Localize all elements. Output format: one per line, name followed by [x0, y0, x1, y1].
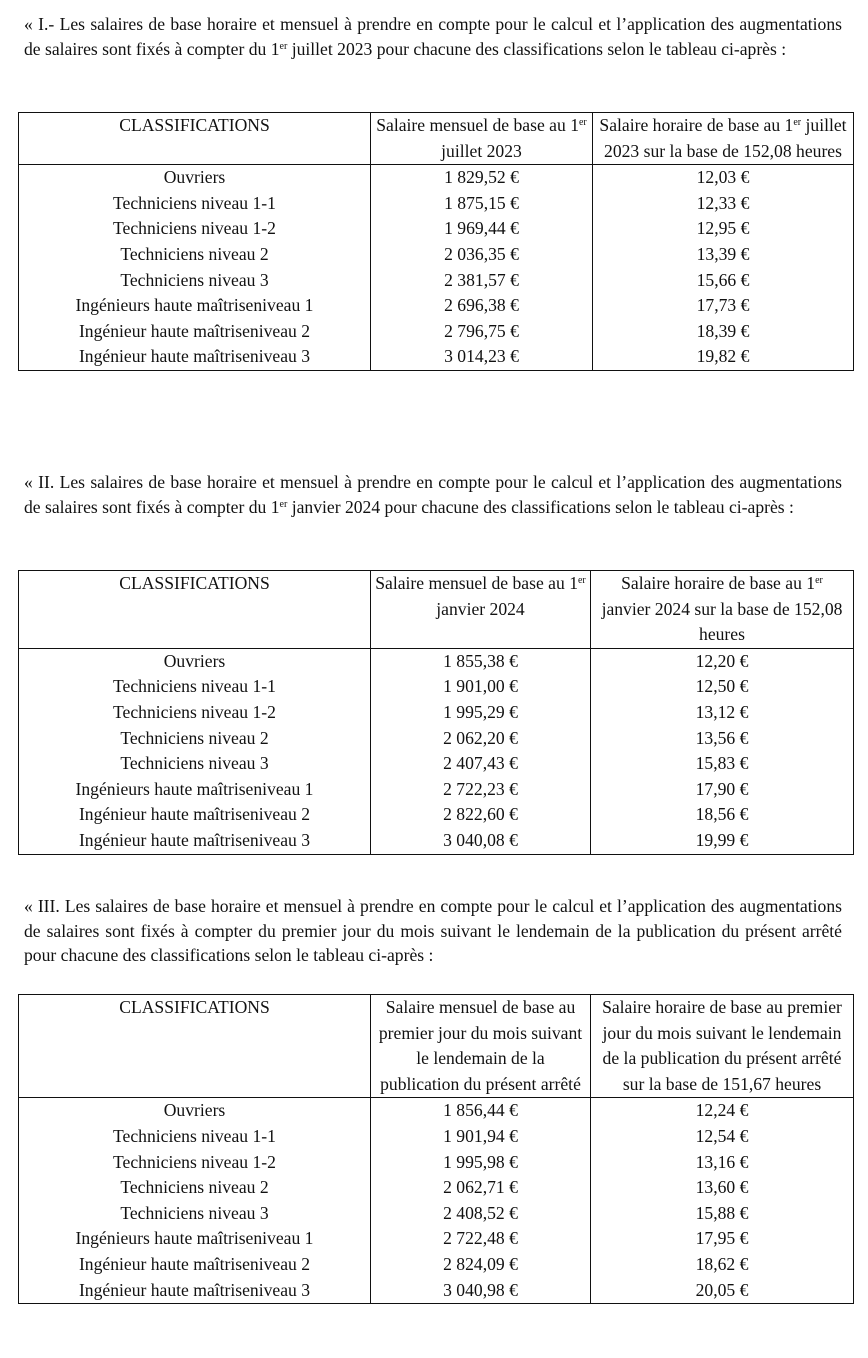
table-row: [19, 1201, 854, 1227]
monthly-salary-cell: 1 995,29 €: [371, 700, 591, 726]
table-row: [19, 1175, 854, 1201]
table-row: [19, 802, 854, 828]
monthly-salary-cell: 2 407,43 €: [371, 751, 591, 777]
hourly-salary-cell: 17,90 €: [591, 777, 854, 803]
table-row: [19, 726, 854, 752]
classification-cell: Techniciens niveau 2: [19, 726, 371, 752]
salary-table-2: [18, 570, 854, 855]
hourly-salary-cell: 12,95 €: [593, 216, 854, 242]
hourly-salary-cell: 12,50 €: [591, 674, 854, 700]
classification-cell: Ingénieurs haute maîtriseniveau 1: [19, 1226, 371, 1252]
table-row: [19, 777, 854, 803]
hourly-salary-cell: 18,56 €: [591, 802, 854, 828]
monthly-salary-cell: 2 824,09 €: [371, 1252, 591, 1278]
table-row: [19, 216, 854, 242]
table-header-row: [19, 571, 854, 649]
classification-cell: Techniciens niveau 2: [19, 242, 371, 268]
hourly-salary-cell: 12,03 €: [593, 165, 854, 191]
salary-table-3: [18, 994, 854, 1304]
classification-cell: Techniciens niveau 1-1: [19, 674, 371, 700]
table-row: [19, 1124, 854, 1150]
col-header-classifications: CLASSIFICATIONS: [19, 995, 371, 1098]
monthly-salary-cell: 2 381,57 €: [371, 268, 593, 294]
table-row: [19, 828, 854, 854]
monthly-salary-cell: 2 722,48 €: [371, 1226, 591, 1252]
hourly-salary-cell: 13,56 €: [591, 726, 854, 752]
table-row: [19, 191, 854, 217]
hourly-salary-cell: 15,66 €: [593, 268, 854, 294]
table-row: [19, 751, 854, 777]
hourly-salary-cell: 15,83 €: [591, 751, 854, 777]
table-row: [19, 1226, 854, 1252]
classification-cell: Techniciens niveau 3: [19, 268, 371, 294]
table-row: [19, 344, 854, 370]
classification-cell: Techniciens niveau 1-1: [19, 1124, 371, 1150]
classification-cell: Ingénieurs haute maîtriseniveau 1: [19, 293, 371, 319]
classification-cell: Ingénieur haute maîtriseniveau 3: [19, 828, 371, 854]
table-row: [19, 165, 854, 191]
monthly-salary-cell: 2 062,71 €: [371, 1175, 591, 1201]
table-row: [19, 1278, 854, 1304]
hourly-salary-cell: 17,73 €: [593, 293, 854, 319]
classification-cell: Techniciens niveau 1-2: [19, 700, 371, 726]
table-row: [19, 268, 854, 294]
table-row: [19, 674, 854, 700]
table-row: [19, 319, 854, 345]
table-row: [19, 1150, 854, 1176]
hourly-salary-cell: 13,12 €: [591, 700, 854, 726]
hourly-salary-cell: 19,82 €: [593, 344, 854, 370]
col-header-hourly: Salaire horaire de base au 1er janvier 2024 sur la base de 152,08 heures: [591, 571, 854, 649]
hourly-salary-cell: 13,16 €: [591, 1150, 854, 1176]
col-header-monthly: Salaire mensuel de base au premier jour du mois suivant le lendemain de la publication du présent arrêté: [371, 995, 591, 1098]
classification-cell: Ouvriers: [19, 1098, 371, 1124]
table-row: [19, 1098, 854, 1124]
table-header-row: [19, 113, 854, 165]
monthly-salary-cell: 1 901,94 €: [371, 1124, 591, 1150]
monthly-salary-cell: 1 995,98 €: [371, 1150, 591, 1176]
table-row: [19, 242, 854, 268]
monthly-salary-cell: 1 829,52 €: [371, 165, 593, 191]
table-row: [19, 700, 854, 726]
table-row: [19, 1252, 854, 1278]
classification-cell: Ingénieur haute maîtriseniveau 2: [19, 1252, 371, 1278]
classification-cell: Ingénieur haute maîtriseniveau 2: [19, 802, 371, 828]
hourly-salary-cell: 12,33 €: [593, 191, 854, 217]
hourly-salary-cell: 12,20 €: [591, 648, 854, 674]
monthly-salary-cell: 2 062,20 €: [371, 726, 591, 752]
hourly-salary-cell: 15,88 €: [591, 1201, 854, 1227]
monthly-salary-cell: 3 040,08 €: [371, 828, 591, 854]
section-1-intro: « I.- Les salaires de base horaire et mensuel à prendre en compte pour le calcul et l’application des augmentations de salaires sont fixés à compter du 1er juillet 2023 pour chacune des classifications selon le tableau ci-après :: [24, 14, 842, 59]
col-header-hourly: Salaire horaire de base au 1er juillet 2023 sur la base de 152,08 heures: [593, 113, 854, 165]
salary-table-1: [18, 112, 854, 371]
monthly-salary-cell: 2 722,23 €: [371, 777, 591, 803]
hourly-salary-cell: 13,39 €: [593, 242, 854, 268]
monthly-salary-cell: 2 796,75 €: [371, 319, 593, 345]
col-header-monthly: Salaire mensuel de base au 1er juillet 2023: [371, 113, 593, 165]
hourly-salary-cell: 17,95 €: [591, 1226, 854, 1252]
monthly-salary-cell: 3 014,23 €: [371, 344, 593, 370]
classification-cell: Ingénieur haute maîtriseniveau 3: [19, 344, 371, 370]
hourly-salary-cell: 12,24 €: [591, 1098, 854, 1124]
col-header-hourly: Salaire horaire de base au premier jour du mois suivant le lendemain de la publication du présent arrêté sur la base de 151,67 heures: [591, 995, 854, 1098]
hourly-salary-cell: 18,39 €: [593, 319, 854, 345]
monthly-salary-cell: 1 855,38 €: [371, 648, 591, 674]
col-header-classifications: CLASSIFICATIONS: [19, 571, 371, 649]
table-row: [19, 648, 854, 674]
classification-cell: Ouvriers: [19, 165, 371, 191]
monthly-salary-cell: 1 969,44 €: [371, 216, 593, 242]
hourly-salary-cell: 20,05 €: [591, 1278, 854, 1304]
classification-cell: Techniciens niveau 3: [19, 1201, 371, 1227]
section-3-intro: « III. Les salaires de base horaire et mensuel à prendre en compte pour le calcul et l’application des augmentations de salaires sont fixés à compter du premier jour du mois suivant le lendemain de la publication du présent arrêté pour chacune des classifications selon le tableau ci-après :: [24, 896, 842, 965]
col-header-classifications: CLASSIFICATIONS: [19, 113, 371, 165]
table-row: [19, 293, 854, 319]
classification-cell: Techniciens niveau 1-2: [19, 1150, 371, 1176]
monthly-salary-cell: 2 822,60 €: [371, 802, 591, 828]
hourly-salary-cell: 12,54 €: [591, 1124, 854, 1150]
hourly-salary-cell: 19,99 €: [591, 828, 854, 854]
monthly-salary-cell: 2 408,52 €: [371, 1201, 591, 1227]
monthly-salary-cell: 1 875,15 €: [371, 191, 593, 217]
classification-cell: Techniciens niveau 1-2: [19, 216, 371, 242]
classification-cell: Ouvriers: [19, 648, 371, 674]
hourly-salary-cell: 13,60 €: [591, 1175, 854, 1201]
monthly-salary-cell: 2 696,38 €: [371, 293, 593, 319]
monthly-salary-cell: 3 040,98 €: [371, 1278, 591, 1304]
col-header-monthly: Salaire mensuel de base au 1er janvier 2024: [371, 571, 591, 649]
classification-cell: Ingénieurs haute maîtriseniveau 1: [19, 777, 371, 803]
classification-cell: Ingénieur haute maîtriseniveau 3: [19, 1278, 371, 1304]
monthly-salary-cell: 2 036,35 €: [371, 242, 593, 268]
monthly-salary-cell: 1 856,44 €: [371, 1098, 591, 1124]
classification-cell: Ingénieur haute maîtriseniveau 2: [19, 319, 371, 345]
section-2-intro: « II. Les salaires de base horaire et mensuel à prendre en compte pour le calcul et l’application des augmentations de salaires sont fixés à compter du 1er janvier 2024 pour chacune des classifications selon le tableau ci-après :: [24, 472, 842, 517]
table-header-row: [19, 995, 854, 1098]
monthly-salary-cell: 1 901,00 €: [371, 674, 591, 700]
classification-cell: Techniciens niveau 1-1: [19, 191, 371, 217]
hourly-salary-cell: 18,62 €: [591, 1252, 854, 1278]
classification-cell: Techniciens niveau 2: [19, 1175, 371, 1201]
classification-cell: Techniciens niveau 3: [19, 751, 371, 777]
